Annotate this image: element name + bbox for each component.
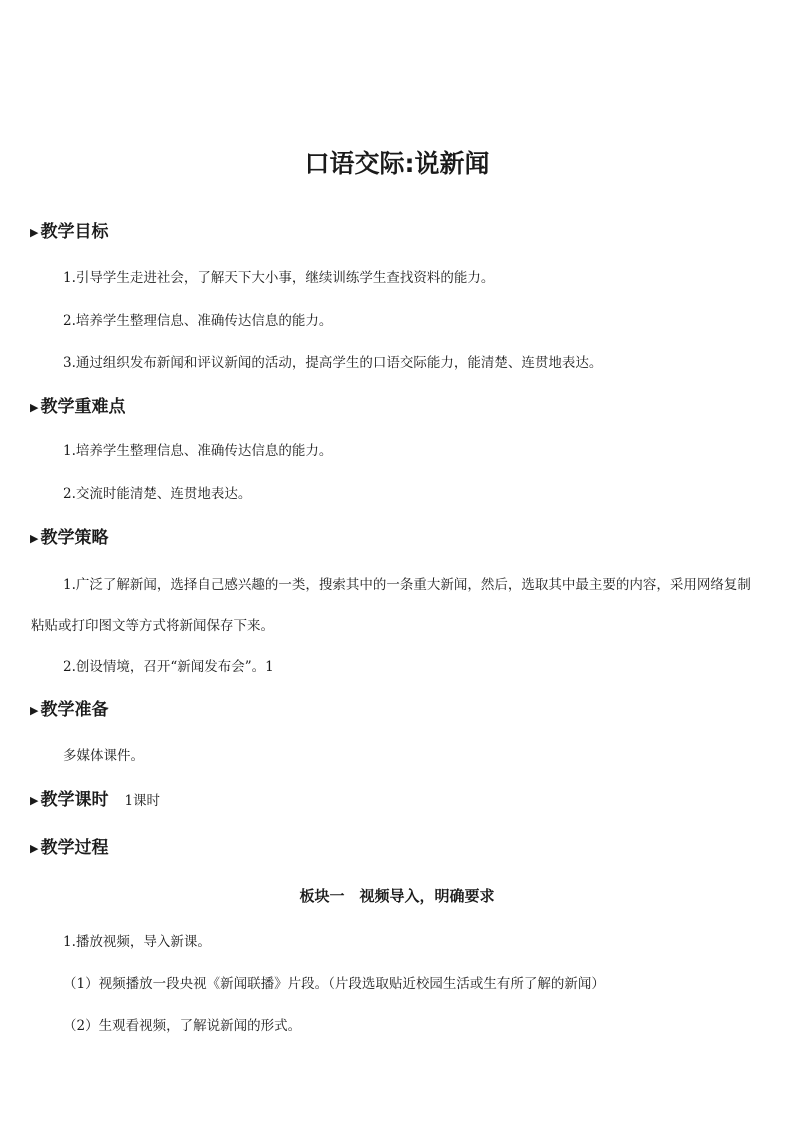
section-heading-goals: [30, 220, 108, 244]
section-heading-text: 教学重难点: [40, 397, 126, 417]
section-heading-text: 教学过程: [40, 838, 109, 858]
goal-item-1: 1.引导学生走进社会，了解天下大小事，继续训练学生查找资料的能力。: [63, 270, 495, 286]
process-item-2: （1）视频播放一段央视《新闻联播》片段。（片段选取贴近校园生活或生有所了解的新闻）: [63, 976, 605, 992]
triangle-bullet-icon: ▶: [30, 704, 39, 717]
block-title: 板块一 视频导入，明确要求: [299, 887, 495, 905]
goal-item-2: 2.培养学生整理信息、准确传达信息的能力。: [63, 313, 333, 329]
page-title: 口语交际:说新闻: [304, 149, 490, 178]
section-heading-strategy: [30, 526, 108, 550]
section-heading-text: 教学课时: [40, 790, 109, 810]
triangle-bullet-icon: ▶: [30, 401, 39, 414]
section-heading-preparation: [30, 698, 108, 722]
section-heading-text: 教学目标: [40, 222, 109, 242]
section-heading-hours: [30, 788, 160, 812]
section-heading-process: [30, 836, 108, 860]
triangle-bullet-icon: ▶: [30, 794, 39, 807]
triangle-bullet-icon: ▶: [30, 226, 39, 239]
process-item-3: （2）生观看视频，了解说新闻的形式。: [63, 1018, 302, 1034]
triangle-bullet-icon: ▶: [30, 842, 39, 855]
triangle-bullet-icon: ▶: [30, 532, 39, 545]
goal-item-3: 3.通过组织发布新闻和评议新闻的活动，提高学生的口语交际能力，能清楚、连贯地表达。: [63, 355, 603, 371]
hours-value: 1课时: [124, 793, 161, 809]
section-heading-key-points: [30, 395, 125, 419]
section-heading-text: 教学策略: [40, 528, 109, 548]
section-heading-text: 教学准备: [40, 700, 109, 720]
strategy-item-2: 2.创设情境，召开“新闻发布会”。1: [63, 659, 274, 675]
preparation-item-1: 多媒体课件。: [63, 748, 144, 764]
key-point-item-1: 1.培养学生整理信息、准确传达信息的能力。: [63, 443, 333, 459]
process-item-1: 1.播放视频，导入新课。: [63, 934, 211, 950]
strategy-item-1: 1.广泛了解新闻，选择自己感兴趣的一类，搜索其中的一条重大新闻，然后，选取其中最主要的内容，采用网络复制粘贴或打印图文等方式将新闻保存下来。: [31, 577, 751, 634]
key-point-item-2: 2.交流时能清楚、连贯地表达。: [63, 486, 252, 502]
